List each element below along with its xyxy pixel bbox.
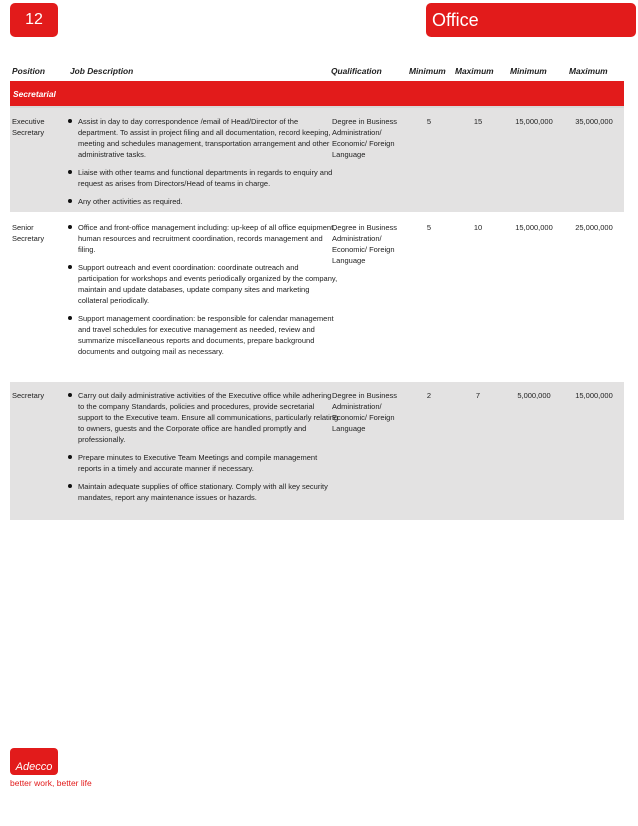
bullet-icon	[68, 199, 72, 203]
header-job-description: Job Description	[70, 66, 134, 76]
table-header	[10, 62, 626, 80]
header-exp-minimum: Minimum	[409, 66, 446, 76]
qualification-cell: Degree in Business Administration/ Economic/ Foreign Language	[332, 391, 398, 433]
job-description-cell	[67, 222, 339, 364]
exp-min-cell: 5	[426, 117, 432, 126]
salary-max-cell: 25,000,000	[575, 223, 613, 232]
page-number: 12	[25, 11, 43, 28]
header-qualification: Qualification	[331, 66, 382, 76]
exp-max-cell: 15	[473, 117, 483, 126]
exp-min-cell: 5	[426, 223, 432, 232]
qualification-cell: Degree in Business Administration/ Economic/ Foreign Language	[332, 117, 398, 159]
bullet-icon	[68, 316, 72, 320]
logo-text: Adecco	[15, 761, 53, 773]
salary-max-cell: 35,000,000	[575, 117, 613, 126]
duty-item: Assist in day to day correspondence /email of Head/Director of the department. To assist in project filing and all documentation, record keeping, meeting and schedules management, transportation arrangement and other administrative tasks.	[67, 116, 339, 160]
duty-item: Prepare minutes to Executive Team Meetings and compile management reports in a timely and accurate manner if necessary.	[67, 452, 339, 474]
table-row	[10, 382, 624, 520]
salary-min-cell: 15,000,000	[515, 223, 553, 232]
category-label: Secretarial	[13, 89, 56, 99]
bullet-icon	[68, 265, 72, 269]
table-row	[10, 108, 624, 212]
job-description-cell	[67, 116, 339, 214]
exp-max-cell: 10	[473, 223, 483, 232]
tagline: better work, better life	[10, 778, 92, 788]
exp-min-cell: 2	[426, 391, 432, 400]
header-salary-minimum: Minimum	[510, 66, 547, 76]
salary-min-cell: 5,000,000	[517, 391, 551, 400]
header-salary-maximum: Maximum	[569, 66, 608, 76]
duty-item: Office and front-office management including: up-keep of all office equipment, human resources and recruitment coordination, records management and filing.	[67, 222, 339, 255]
duty-item: Any other activities as required.	[67, 196, 339, 207]
job-description-cell	[67, 390, 339, 510]
header-position: Position	[12, 66, 46, 76]
duty-item: Liaise with other teams and functional departments in regards to enquiry and request as arises from Directors/Head of teams in charge.	[67, 167, 339, 189]
duty-item: Carry out daily administrative activities of the Executive office while adhering to the company Standards, policies and procedures, provide secretarial support to the Executive team. Ensure all communications, particularly relating to owners, guests and the Corporate office are handled promptly and professionally.	[67, 390, 339, 445]
category-band	[10, 81, 624, 108]
page-number-badge	[10, 3, 58, 37]
bullet-icon	[68, 225, 72, 229]
bullet-icon	[68, 455, 72, 459]
bullet-icon	[68, 170, 72, 174]
exp-max-cell: 7	[475, 391, 481, 400]
section-tag	[426, 3, 636, 37]
bullet-icon	[68, 119, 72, 123]
header-exp-maximum: Maximum	[455, 66, 494, 76]
bullet-icon	[68, 393, 72, 397]
duty-item: Support management coordination: be responsible for calendar management and travel schedules for executive management as needed, review and summarize miscellaneous reports and documents, prepare background documents and outgoing mail as necessary.	[67, 313, 339, 357]
bullet-icon	[68, 484, 72, 488]
table-row	[10, 214, 624, 380]
section-title: Office	[432, 9, 479, 30]
duty-item: Support outreach and event coordination: coordinate outreach and participation for workshops and events periodically organized by the company, maintain and update databases, update company sites and marketing collateral periodically.	[67, 262, 339, 306]
duty-item: Maintain adequate supplies of office stationary. Comply with all key security mandates, report any maintenance issues or hazards.	[67, 481, 339, 503]
adecco-logo	[10, 748, 58, 775]
salary-min-cell: 15,000,000	[515, 117, 553, 126]
qualification-cell: Degree in Business Administration/ Economic/ Foreign Language	[332, 223, 398, 265]
position-cell: Executive Secretary	[12, 117, 45, 137]
salary-max-cell: 15,000,000	[575, 391, 613, 400]
position-cell: Secretary	[12, 391, 45, 400]
position-cell: Senior Secretary	[12, 223, 45, 243]
